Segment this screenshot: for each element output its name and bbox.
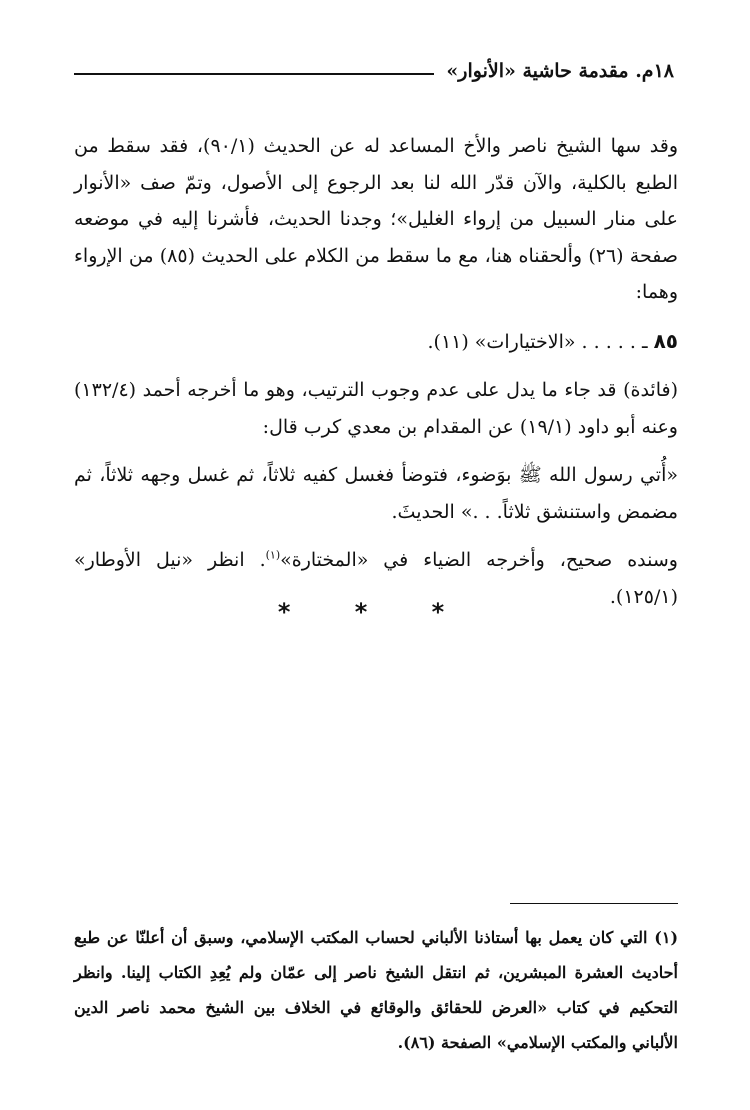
hadith-number: ٨٥	[653, 328, 678, 353]
footnote	[74, 920, 678, 1060]
hadith-item	[74, 323, 678, 361]
isnad-text-start: وسنده صحيح، وأخرجه الضياء في «المختارة»	[280, 549, 678, 571]
hadith-item-text: ـ . . . . . «الاختيارات» (١١).	[427, 330, 648, 353]
main-text	[74, 128, 678, 615]
header-title: ١٨م. مقدمة حاشية «الأنوار»	[446, 60, 674, 82]
paragraph-hadith-quote: «أُتي رسول الله ﷺ بوَضوء، فتوضأ فغسل كفيه ثلاثاً، ثم غسل وجهه ثلاثاً، ثم مضمض واستنشق ثلاثاً. . .» الحديثَ.	[74, 464, 678, 523]
header-rule	[74, 73, 434, 75]
paragraph-intro: وقد سها الشيخ ناصر والأخ المساعد له عن الحديث (٩٠/١)، فقد سقط من الطبع بالكلية، والآن قدّر الله لنا بعد الرجوع إلى الأصول، وتمّ صف «الأنوار على منار السبيل من إرواء الغليل»؛ وجدنا الحديث، فأشرنا إليه في موضعه صفحة (٢٦) وألحقناه هنا، مع ما سقط من الكلام على الحديث (٨٥) من الإرواء وهما:	[74, 135, 678, 303]
section-divider-stars: * * *	[277, 598, 473, 626]
running-header	[74, 56, 674, 86]
footnote-text: (١) التي كان يعمل بها أستاذنا الألباني لحساب المكتب الإسلامي، وسبق أن أعلنّا عن طبع أحاديث العشرة المبشرين، ثم انتقل الشيخ ناصر إلى عمّان ولم يُعِدِ الكتاب إلينا. وانظر التحكيم في كتاب «العرض للحقائق والوقائع في الخلاف بين الشيخ محمد ناصر الدين الألباني والمكتب الإسلامي» الصفحة (٨٦).	[74, 928, 679, 1052]
footnote-reference[interactable]: (١)	[265, 548, 281, 562]
footnote-separator	[510, 903, 678, 904]
isnad-text-end: . انظر «نيل الأوطار» (١٢٥/١).	[74, 549, 678, 608]
paragraph-benefit: (فائدة) قد جاء ما يدل على عدم وجوب الترتيب، وهو ما أخرجه أحمد (١٣٢/٤) وعنه أبو داود (١٩/١) عن المقدام بن معدي كرب قال:	[74, 379, 678, 438]
